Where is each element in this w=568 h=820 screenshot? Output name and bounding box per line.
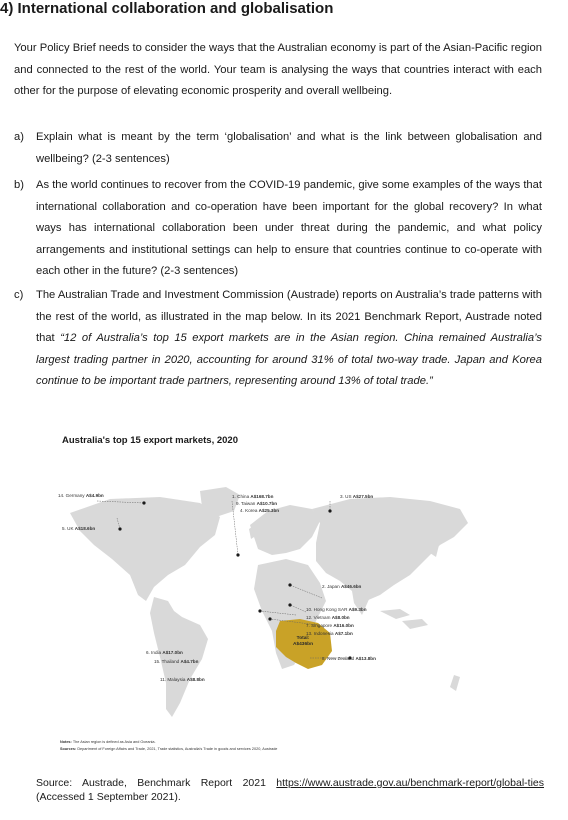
source-citation: Source: Austrade, Benchmark Report 2021 https://www.austrade.gov.au/benchmark-report/global-ties (Accessed 1 September 2021).	[36, 777, 544, 803]
marker-japan	[288, 583, 291, 586]
marker-uk	[118, 527, 121, 530]
world-map	[50, 425, 520, 785]
label-thailand: 15. Thailand A$4.7bn	[154, 659, 199, 664]
question-c-text	[36, 285, 542, 393]
label-china: 1. China A$168.7bn	[232, 494, 274, 499]
figure-sources: Sources: Department of Foreign Affairs and Trade, 2021, Trade statistics, Australia's Trade in goods and services 2020, Austrade	[60, 747, 278, 751]
question-a-text: Explain what is meant by the term ‘globalisation’ and what is the link between globalisation and wellbeing? (2-3 sentences)	[36, 131, 542, 165]
intro-paragraph: Your Policy Brief needs to consider the ways that the Australian economy is part of the Asian-Pacific region and connected to the rest of the world. Your team is analysing the ways that countries interact with each other for the purpose of elevating economic prosperity and overall wellbeing.	[14, 42, 542, 97]
marker-vietnam	[258, 609, 261, 612]
marker-us	[328, 509, 331, 512]
label-germany: 14. Germany A$4.9bn	[58, 493, 104, 498]
export-markets-map-figure	[50, 425, 520, 785]
question-b-text: As the world continues to recover from the COVID-19 pandemic, give some examples of the ways that international collaboration and co-operation have been important for the global recovery? In what ways has international collaboration been under threat during the pandemic, and what policy arrangements and institutional settings can help to ensure that countries continue to co-operate with each other in the future? (2-3 sentences)	[36, 179, 542, 277]
marker-germany	[142, 501, 145, 504]
marker-hong-kong	[288, 603, 291, 606]
label-singapore: 7. Singapore A$16.0bn	[306, 623, 354, 628]
question-c	[14, 285, 542, 393]
landmass	[70, 487, 468, 717]
question-c-body: The Australian Trade and Investment Commission (Austrade) reports on Australia’s trade patterns with the rest of the world, as illustrated in the map below. In its 2021 Benchmark Report, Austrade noted that	[36, 289, 542, 344]
label-indonesia: 13. Indonesia A$7.1bn	[306, 631, 353, 636]
figure-title: Australia's top 15 export markets, 2020	[62, 435, 238, 446]
total-exports-label: Total: A$436bn	[293, 636, 313, 647]
label-japan: 2. Japan A$46.6bn	[322, 584, 362, 589]
label-india: 6. India A$17.0bn	[146, 650, 183, 655]
label-uk: 5. UK A$18.6bn	[62, 526, 96, 531]
marker-singapore	[268, 617, 271, 620]
question-a	[14, 127, 542, 170]
source-link[interactable]: https://www.austrade.gov.au/benchmark-report/global-ties	[276, 777, 544, 789]
figure-notes: Notes: The Asian region is defined as Asia and Oceania.	[60, 740, 156, 744]
question-b	[14, 175, 542, 283]
label-us: 3. US A$27.5bn	[340, 494, 374, 499]
label-vietnam: 12. Vietnam A$8.0bn	[306, 615, 350, 620]
question-c-label: c)	[14, 289, 24, 301]
marker-china	[236, 553, 239, 556]
label-taiwan: 9. Taiwan A$10.7bn	[236, 501, 278, 506]
question-c-quote: “12 of Australia’s top 15 export markets are in the Asian region. China remained Australia’s largest trading partner in 2020, accounting for around 31% of total two-way trade. Japan and Korea continue to be important trade partners, representing around 13% of total trade.”	[36, 332, 542, 387]
label-hong-kong: 10. Hong Kong SAR A$9.3bn	[306, 607, 367, 612]
label-malaysia: 11. Malaysia A$8.8bn	[160, 677, 205, 682]
label-korea: 4. Korea A$25.3bn	[240, 508, 280, 513]
section-heading: 4) International collaboration and globalisation	[0, 0, 334, 17]
question-a-label: a)	[14, 131, 24, 143]
label-new-zealand: 8. New Zealand A$13.8bn	[322, 656, 376, 661]
question-b-label: b)	[14, 179, 24, 191]
